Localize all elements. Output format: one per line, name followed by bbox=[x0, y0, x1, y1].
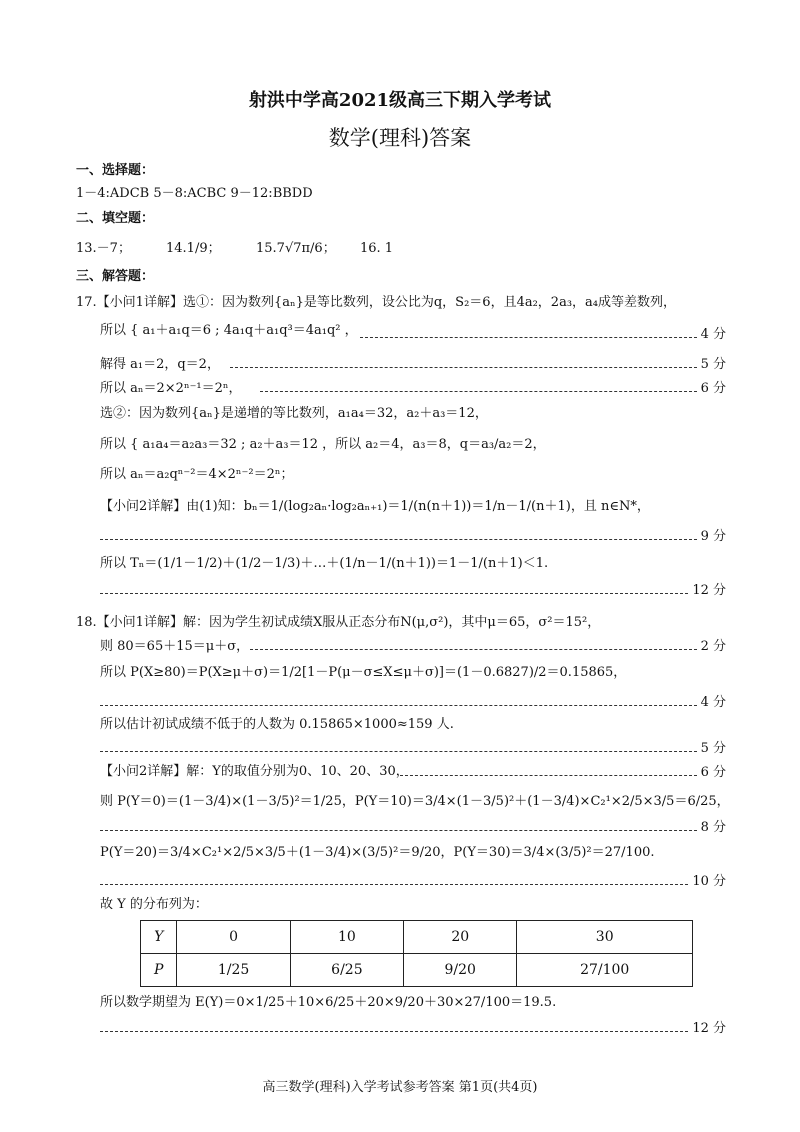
q17-line1: 17.【小问1详解】选①：因为数列{aₙ}是等比数列，设公比为q，S₂＝6，且4a₂，2a₃，a₄成等差数列， bbox=[76, 295, 676, 310]
q17-line5: 选②：因为数列{aₙ}是递增的等比数列，a₁a₄＝32，a₂＋a₃＝12， bbox=[100, 406, 488, 421]
q17-score-9: 9 分 bbox=[100, 528, 726, 544]
table-cell: P bbox=[141, 954, 177, 987]
table-cell: 9/20 bbox=[404, 954, 517, 987]
table-cell: 10 bbox=[290, 921, 403, 954]
fill-answer-13: 13.－7； bbox=[76, 241, 131, 256]
table-cell: 30 bbox=[517, 921, 693, 954]
q18-line4: 所以估计初试成绩不低于的人数为 0.15865×1000≈159 人. bbox=[100, 717, 454, 732]
q18-line1: 18.【小问1详解】解：因为学生初试成绩X服从正态分布N(μ,σ²)，其中μ＝65，σ²＝15²， bbox=[76, 615, 601, 630]
q18-score-5: 5 分 bbox=[100, 740, 726, 756]
fill-answer-15: 15.7√7π/6； bbox=[256, 241, 336, 256]
table-row bbox=[141, 954, 693, 987]
q18-score-6: 6 分 bbox=[100, 764, 726, 780]
choice-answers: 1－4:ADCB 5－8:ACBC 9－12:BBDD bbox=[76, 186, 313, 201]
q18-line5: 【小问2详解】解：Y的取值分别为0、10、20、30， bbox=[100, 764, 409, 779]
table-cell: 0 bbox=[177, 921, 290, 954]
q18-score-10: 10 分 bbox=[100, 873, 726, 889]
section3-heading: 三、解答题： bbox=[76, 269, 155, 284]
q17-line3: 解得 a₁＝2，q＝2， bbox=[100, 357, 220, 372]
page-title: 射洪中学高2021级高三下期入学考试 bbox=[248, 90, 552, 111]
page-footer: 高三数学(理科)入学考试参考答案 第1页(共4页) bbox=[262, 1080, 538, 1095]
q17-score-12: 12 分 bbox=[100, 582, 726, 598]
q17-line6: 所以 { a₁a₄＝a₂a₃＝32 ; a₂＋a₃＝12 ，所以 a₂＝4，a₃＝8，q＝a₃/a₂＝2， bbox=[100, 437, 546, 452]
q18-line8: 故 Y 的分布列为： bbox=[100, 897, 208, 912]
table-cell: 27/100 bbox=[517, 954, 693, 987]
q17-line2: 所以 { a₁＋a₁q＝6 ; 4a₁q＋a₁q³＝4a₁q² ， bbox=[100, 323, 358, 338]
q18-line7: P(Y＝20)＝3/4×C₂¹×2/5×3/5＋(1－3/4)×(3/5)²＝9/20，P(Y＝30)＝3/4×(3/5)²＝27/100. bbox=[100, 845, 655, 860]
distribution-table bbox=[140, 920, 693, 987]
q17-line8: 【小问2详解】由(1)知：bₙ＝1/(log₂aₙ·log₂aₙ₊₁)＝1/(n(n＋1))＝1/n－1/(n＋1)，且 n∈N*， bbox=[100, 499, 650, 514]
q18-score-2: 2 分 bbox=[100, 638, 726, 654]
table-row bbox=[141, 921, 693, 954]
q17-line7: 所以 aₙ＝a₂qⁿ⁻²＝4×2ⁿ⁻²＝2ⁿ； bbox=[100, 467, 294, 482]
q17-score-5: 5 分 bbox=[100, 356, 726, 372]
q17-score-4: 4 分 bbox=[100, 326, 726, 342]
q17-line4: 所以 aₙ＝2×2ⁿ⁻¹＝2ⁿ， bbox=[100, 381, 242, 396]
page-subtitle: 数学(理科)答案 bbox=[328, 126, 472, 150]
fill-answer-16: 16. 1 bbox=[360, 241, 394, 256]
q18-score-4: 4 分 bbox=[100, 694, 726, 710]
q18-score-8: 8 分 bbox=[100, 819, 726, 835]
q18-line9: 所以数学期望为 E(Y)＝0×1/25＋10×6/25＋20×9/20＋30×27/100＝19.5. bbox=[100, 995, 557, 1010]
q18-line3: 所以 P(X≥80)＝P(X≥μ＋σ)＝1/2[1－P(μ－σ≤X≤μ＋σ)]＝(1－0.6827)/2＝0.15865， bbox=[100, 665, 627, 680]
q17-line9: 所以 Tₙ＝(1/1－1/2)＋(1/2－1/3)＋…＋(1/n－1/(n＋1))＝1－1/(n＋1)＜1. bbox=[100, 556, 549, 571]
section2-heading: 二、填空题： bbox=[76, 211, 155, 226]
q18-score-12: 12 分 bbox=[100, 1020, 726, 1036]
table-cell: 20 bbox=[404, 921, 517, 954]
table-cell: 6/25 bbox=[290, 954, 403, 987]
table-cell: 1/25 bbox=[177, 954, 290, 987]
fill-answer-14: 14.1/9； bbox=[166, 241, 221, 256]
q18-line2: 则 80＝65＋15＝μ＋σ， bbox=[100, 639, 250, 654]
q18-line6: 则 P(Y＝0)＝(1－3/4)×(1－3/5)²＝1/25，P(Y＝10)＝3/4×(1－3/5)²＋(1－3/4)×C₂¹×2/5×3/5＝6/25， bbox=[100, 794, 730, 809]
q17-score-6: 6 分 bbox=[100, 380, 726, 396]
table-cell: Y bbox=[141, 921, 177, 954]
section1-heading: 一、选择题： bbox=[76, 163, 155, 178]
